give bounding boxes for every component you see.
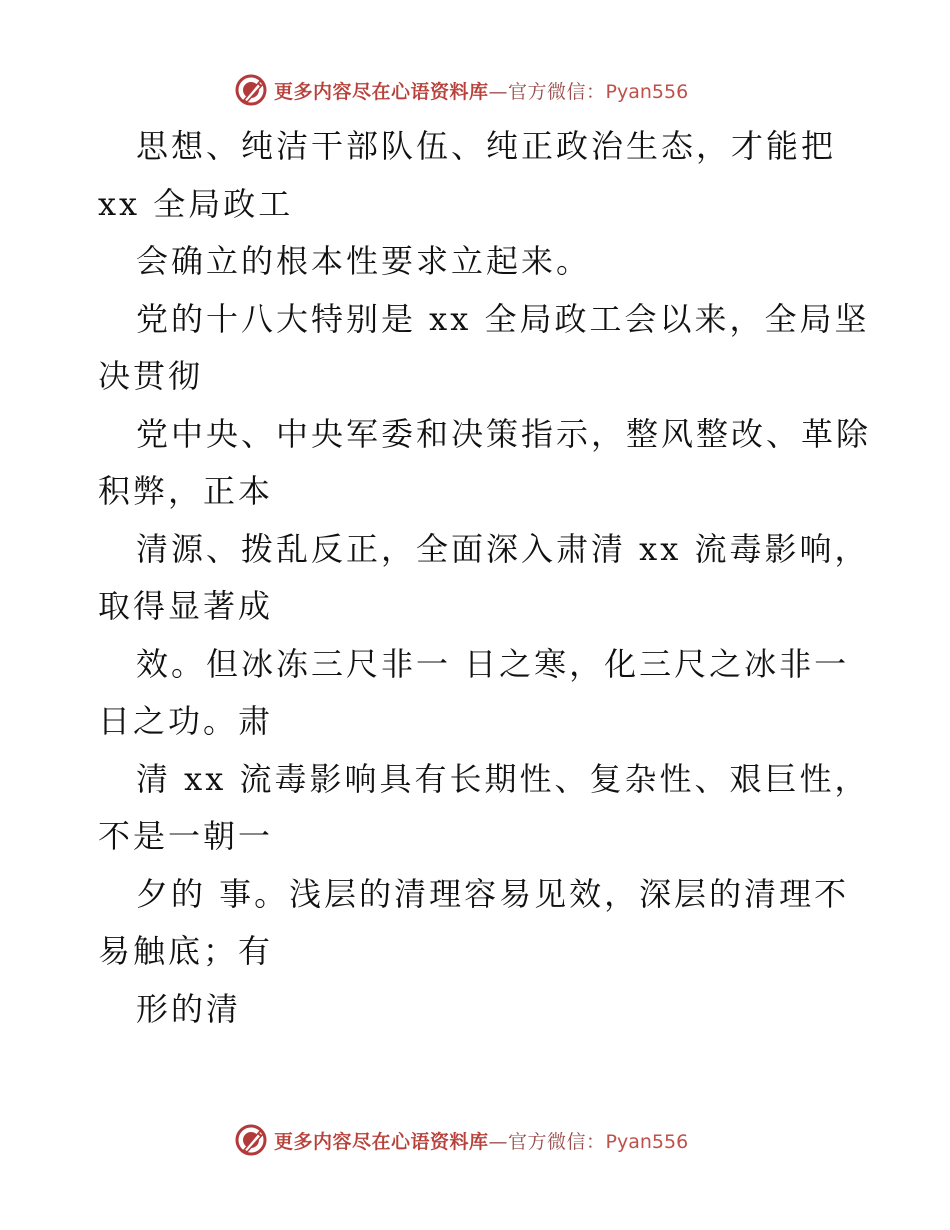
header-wechat-label: 官方微信： [508,80,606,103]
header-account: Pyan556 [605,80,689,103]
body-line: 党的十八大特别是 xx 全局政工会以来，全局坚 [136,299,870,338]
body-line: 清源、拨乱反正，全面深入肃清 xx 流毒影响， [136,529,870,568]
footer-separator: — [488,1130,509,1153]
footer-site-text: 更多内容尽在心语资料库 [274,1130,489,1153]
pen-logo-icon [234,73,268,107]
body-line: 积弊，正本 [98,472,274,510]
body-line: 取得显著成 [98,587,274,625]
body-line: 党中央、中央军委和决策指示，整风整改、革除 [136,414,872,453]
body-line: 思想、纯洁干部队伍、纯正政治生态，才能把 [136,127,837,165]
pen-logo-icon [234,1123,268,1157]
body-line: 形的清 [136,989,242,1028]
body-line: 效。但冰冻三尺非一 日之寒，化三尺之冰非一 [136,644,850,683]
header-banner-text [274,77,688,104]
body-line: 决贯彻 [98,357,204,395]
body-line: 夕的 事。浅层的清理容易见效，深层的清理不 [136,874,850,913]
header-site-text: 更多内容尽在心语资料库 [274,80,489,103]
footer-account: Pyan556 [605,1130,689,1153]
document-body [98,118,872,1038]
body-line: 清 xx 流毒影响具有长期性、复杂性、艰巨性， [136,759,870,798]
body-line: 日之功。肃 [98,702,274,740]
body-line: 不是一朝一 [98,817,274,855]
body-line: 会确立的根本性要求立起来。 [136,242,592,280]
header-banner [234,72,688,108]
footer-banner-text [274,1127,688,1154]
footer-banner [234,1122,688,1158]
body-line: 易触底；有 [98,932,274,970]
header-separator: — [488,80,509,103]
footer-wechat-label: 官方微信： [508,1130,606,1153]
body-line: xx 全局政工 [98,184,294,223]
